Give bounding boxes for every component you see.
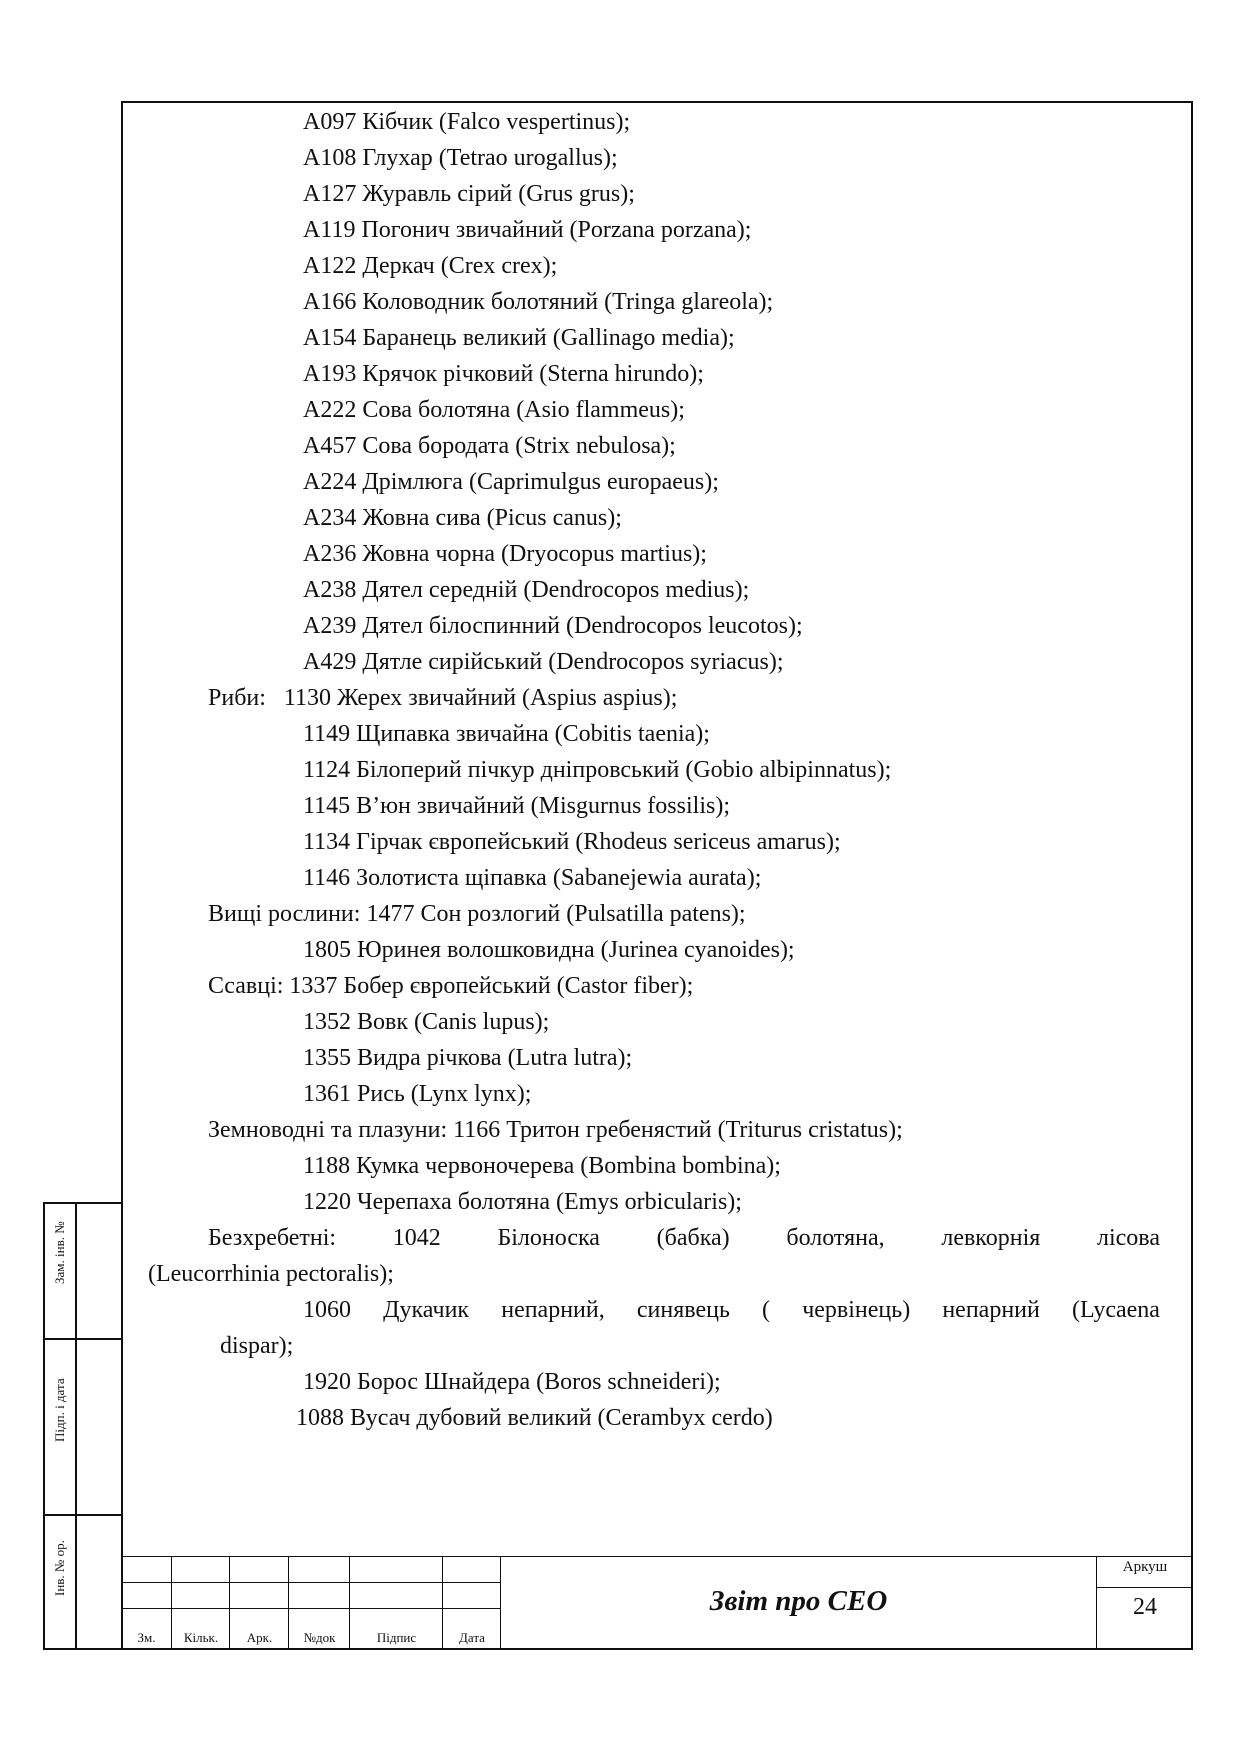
word: 1060 (303, 1297, 351, 1323)
side-stamp-divider (45, 1338, 123, 1340)
birds-list (148, 104, 1160, 680)
amphibians-list (148, 1148, 1160, 1220)
list-item: A238 Дятел середній (Dendrocopos medius); (303, 577, 750, 603)
list-item: 1352 Вовк (Canis lupus); (303, 1009, 550, 1035)
word: синявець (636, 1297, 730, 1323)
list-item: 1130 Жерех звичайний (Aspius aspius); (283, 685, 678, 711)
list-item: 1361 Рись (Lynx lynx); (303, 1081, 532, 1107)
list-item: 1124 Білоперий пічкур дніпровський (Gobio albipinnatus); (303, 757, 892, 783)
word: непарний, (501, 1297, 605, 1323)
document-title: Звіт про СЕО (709, 1585, 888, 1617)
invertebrates-label: Безхребетні: (208, 1225, 337, 1251)
header-ndok: №док (303, 1630, 336, 1645)
plants-first-line (148, 896, 1160, 932)
list-item: A108 Глухар (Tetrao urogallus); (303, 145, 618, 171)
word: червінець) (802, 1297, 911, 1323)
amphibians-label: Земноводні та плазуни: (208, 1117, 448, 1143)
list-item: A236 Жовна чорна (Dryocopus martius); (303, 541, 707, 567)
word: Дукачик (383, 1297, 470, 1323)
list-item: 1337 Бобер європейський (Castor fiber); (289, 973, 694, 999)
inv-or-label: Інв. № ор. (52, 1540, 67, 1596)
word: (Lycaena (1072, 1297, 1160, 1323)
list-item: A239 Дятел білоспинний (Dendrocopos leucotos); (303, 613, 803, 639)
document-body (148, 104, 1160, 1436)
mammals-list (148, 1004, 1160, 1112)
list-item: A429 Дятле сирійський (Dendrocopos syriacus); (303, 649, 784, 675)
list-item: 1220 Черепаха болотяна (Emys orbicularis); (303, 1189, 742, 1215)
invert-1-cont: (Leucorrhinia pectoralis); (148, 1261, 394, 1287)
side-stamp-divider (45, 1514, 123, 1516)
list-item: 1149 Щипавка звичайна (Cobitis taenia); (303, 721, 710, 747)
word: левкорнія (941, 1225, 1041, 1251)
invert-2-cont: dispar); (220, 1333, 294, 1359)
pidp-data-label: Підп. і дата (52, 1378, 67, 1442)
list-item: 1145 В’юн звичайний (Misgurnus fossilis); (303, 793, 730, 819)
list-item: A234 Жовна сива (Picus canus); (303, 505, 622, 531)
list-item: A193 Крячок річковий (Sterna hirundo); (303, 361, 704, 387)
list-item: A127 Журавль сірий (Grus grus); (303, 181, 635, 207)
header-kilk: Кільк. (183, 1630, 219, 1645)
list-item: 1188 Кумка червоночерева (Bombina bombina); (303, 1153, 781, 1179)
amphibians-first-line (148, 1112, 1160, 1148)
fish-label: Риби: (208, 685, 266, 711)
mammals-first-line (148, 968, 1160, 1004)
mammals-label: Ссавці: (208, 973, 284, 999)
plants-label: Вищі рослини: (208, 901, 361, 927)
word: непарний (942, 1297, 1040, 1323)
list-item: A222 Сова болотяна (Asio flammeus); (303, 397, 685, 423)
list-item: A154 Баранець великий (Gallinago media); (303, 325, 735, 351)
word: Білоноска (497, 1225, 600, 1251)
header-data: Дата (459, 1630, 485, 1645)
word: лісова (1097, 1225, 1160, 1251)
list-item: A166 Коловодник болотяний (Tringa glareola); (303, 289, 774, 315)
list-item: 1477 Сон розлогий (Pulsatilla patens); (366, 901, 746, 927)
side-stamp (43, 1202, 121, 1650)
invert-3-line: 1920 Борос Шнайдера (Boros schneideri); (303, 1369, 721, 1395)
zam-inv-label: Зам. інв. № (52, 1221, 67, 1284)
list-item: 1166 Тритон гребенястий (Triturus cristatus); (453, 1117, 903, 1143)
word: ( (762, 1297, 771, 1323)
list-item: 1805 Юринея волошковидна (Jurinea cyanoides); (303, 937, 795, 963)
header-pidpys: Підпис (376, 1630, 417, 1645)
list-item: A119 Погонич звичайний (Porzana porzana); (303, 217, 752, 243)
header-zm: Зм. (137, 1630, 156, 1645)
list-item: 1134 Гірчак європейський (Rhodeus sericeus amarus); (303, 829, 841, 855)
list-item: 1146 Золотиста щіпавка (Sabanejewia aurata); (303, 865, 762, 891)
sheet-number: 24 (1133, 1594, 1157, 1620)
fish-list (148, 716, 1160, 896)
list-item: 1355 Видра річкова (Lutra lutra); (303, 1045, 633, 1071)
sheet-label: Аркуш (1122, 1559, 1168, 1575)
invert-2-line (148, 1292, 1160, 1328)
word: 1042 (392, 1225, 441, 1251)
list-item: A097 Кібчик (Falco vespertinus); (303, 109, 631, 135)
fish-first-line (148, 680, 1160, 716)
list-item: A457 Сова бородата (Strix nebulosa); (303, 433, 676, 459)
header-ark: Арк. (246, 1630, 273, 1645)
plants-list (148, 932, 1160, 968)
invert-4-line: 1088 Вусач дубовий великий (Cerambyx cerdo) (296, 1405, 773, 1431)
list-item: A122 Деркач (Crex crex); (303, 253, 558, 279)
sheet-divider (1097, 1587, 1193, 1588)
invert-1-line (148, 1220, 1160, 1256)
word: (бабка) (656, 1225, 730, 1251)
word: болотяна, (786, 1225, 885, 1251)
title-block (121, 1556, 1193, 1650)
list-item: A224 Дрімлюга (Caprimulgus europaeus); (303, 469, 719, 495)
